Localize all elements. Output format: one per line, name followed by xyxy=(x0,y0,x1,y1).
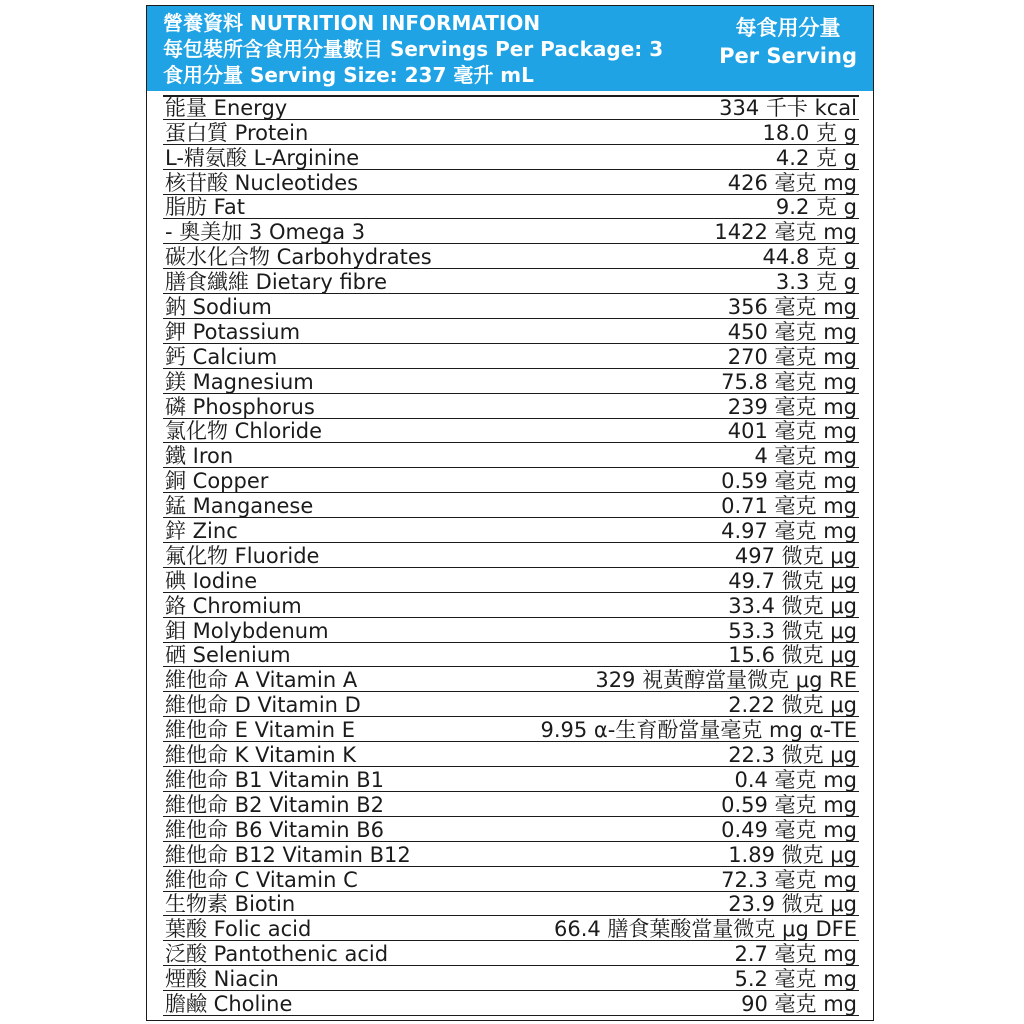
nutrient-value: 239 毫克 mg xyxy=(727,394,857,419)
nutrient-name: 脂肪 Fat xyxy=(165,195,245,220)
nutrient-value: 33.4 微克 μg xyxy=(728,593,857,618)
nutrient-value: 9.2 克 g xyxy=(775,195,857,220)
nutrient-name: 維他命 K Vitamin K xyxy=(165,743,357,768)
nutrient-value: 1422 毫克 mg xyxy=(714,220,857,245)
nutrient-name: 維他命 C Vitamin C xyxy=(165,867,358,892)
nutrient-name: 氯化物 Chloride xyxy=(165,419,323,444)
nutrient-value: 0.49 毫克 mg xyxy=(721,817,857,842)
nutrient-name: 碳水化合物 Carbohydrates xyxy=(165,245,432,270)
per-serving-en: Per Serving xyxy=(719,44,857,68)
nutrient-name: 銅 Copper xyxy=(165,469,269,494)
nutrient-name: 鈉 Sodium xyxy=(165,295,272,320)
nutrition-panel xyxy=(146,5,874,1021)
nutrient-name: 維他命 A Vitamin A xyxy=(165,668,358,693)
nutrient-name: 硒 Selenium xyxy=(165,643,291,668)
nutrient-value: 18.0 克 g xyxy=(762,120,857,145)
nutrient-name: 鋅 Zinc xyxy=(165,519,238,544)
nutrient-name: 泛酸 Pantothenic acid xyxy=(165,942,389,967)
nutrient-value: 4 毫克 mg xyxy=(754,444,857,469)
header-info xyxy=(163,10,663,88)
nutrient-name: 維他命 D Vitamin D xyxy=(165,693,361,718)
nutrient-value: 72.3 毫克 mg xyxy=(721,867,857,892)
nutrient-value: 4.2 克 g xyxy=(775,145,857,170)
nutrient-name: 維他命 B1 Vitamin B1 xyxy=(165,767,385,792)
nutrient-name: 核苷酸 Nucleotides xyxy=(165,170,359,195)
nutrient-name: 膳食纖維 Dietary fibre xyxy=(165,270,388,295)
nutrient-value: 53.3 微克 μg xyxy=(728,618,857,643)
nutrient-row xyxy=(163,991,859,1016)
nutrient-value: 0.59 毫克 mg xyxy=(721,792,857,817)
nutrient-name: L-精氨酸 L-Arginine xyxy=(165,145,360,170)
nutrient-name: 葉酸 Folic acid xyxy=(165,917,312,942)
nutrient-name: - 奧美加 3 Omega 3 xyxy=(165,220,366,245)
nutrient-table xyxy=(163,95,859,1016)
per-serving-zh: 每食用分量 xyxy=(735,16,841,40)
nutrient-name: 磷 Phosphorus xyxy=(165,394,315,419)
nutrient-value: 401 毫克 mg xyxy=(727,419,857,444)
nutrient-value: 334 千卡 kcal xyxy=(719,95,857,120)
serving-size: 食用分量 Serving Size: 237 毫升 mL xyxy=(163,63,534,87)
nutrient-value: 23.9 微克 μg xyxy=(728,892,857,917)
per-serving-heading xyxy=(719,14,857,70)
nutrient-value: 270 毫克 mg xyxy=(727,344,857,369)
nutrient-row xyxy=(163,170,859,195)
nutrient-value: 90 毫克 mg xyxy=(741,991,857,1016)
nutrient-value: 66.4 膳食葉酸當量微克 μg DFE xyxy=(554,917,857,942)
nutrient-name: 氟化物 Fluoride xyxy=(165,543,320,568)
nutrient-value: 1.89 微克 μg xyxy=(728,842,857,867)
nutrient-value: 450 毫克 mg xyxy=(727,319,857,344)
nutrient-value: 5.2 毫克 mg xyxy=(734,967,857,992)
nutrient-value: 329 視黃醇當量微克 μg RE xyxy=(595,668,857,693)
nutrient-value: 2.22 微克 μg xyxy=(728,693,857,718)
nutrient-name: 維他命 B12 Vitamin B12 xyxy=(165,842,411,867)
nutrient-value: 356 毫克 mg xyxy=(727,295,857,320)
nutrient-name: 碘 Iodine xyxy=(165,568,258,593)
header-title: 營養資料 NUTRITION INFORMATION xyxy=(163,11,541,35)
nutrient-value: 3.3 克 g xyxy=(775,270,857,295)
nutrient-value: 49.7 微克 μg xyxy=(728,568,857,593)
nutrient-value: 2.7 毫克 mg xyxy=(734,942,857,967)
nutrient-value: 0.4 毫克 mg xyxy=(734,767,857,792)
nutrient-value: 9.95 α-生育酚當量毫克 mg α-TE xyxy=(540,718,857,743)
nutrient-name: 能量 Energy xyxy=(165,95,288,120)
nutrient-value: 0.59 毫克 mg xyxy=(721,469,857,494)
nutrient-name: 煙酸 Niacin xyxy=(165,967,279,992)
nutrient-name: 蛋白質 Protein xyxy=(165,120,309,145)
nutrient-name: 鈣 Calcium xyxy=(165,344,278,369)
nutrient-name: 鉀 Potassium xyxy=(165,319,301,344)
nutrient-name: 鉬 Molybdenum xyxy=(165,618,329,643)
nutrient-value: 0.71 毫克 mg xyxy=(721,494,857,519)
nutrient-value: 426 毫克 mg xyxy=(727,170,857,195)
nutrient-name: 維他命 E Vitamin E xyxy=(165,718,356,743)
nutrient-value: 15.6 微克 μg xyxy=(728,643,857,668)
nutrient-name: 鎂 Magnesium xyxy=(165,369,314,394)
nutrient-value: 4.97 毫克 mg xyxy=(721,519,857,544)
nutrient-name: 鐵 Iron xyxy=(165,444,234,469)
nutrient-name: 膽鹼 Choline xyxy=(165,991,293,1016)
nutrient-name: 鉻 Chromium xyxy=(165,593,302,618)
nutrient-value: 75.8 毫克 mg xyxy=(721,369,857,394)
nutrient-value: 22.3 微克 μg xyxy=(728,743,857,768)
nutrient-value: 497 微克 μg xyxy=(734,543,857,568)
nutrient-name: 錳 Manganese xyxy=(165,494,314,519)
nutrient-name: 維他命 B6 Vitamin B6 xyxy=(165,817,385,842)
nutrient-name: 生物素 Biotin xyxy=(165,892,296,917)
servings-per-package: 每包裝所含食用分量數目 Servings Per Package: 3 xyxy=(163,37,664,61)
nutrient-value: 44.8 克 g xyxy=(762,245,857,270)
nutrient-name: 維他命 B2 Vitamin B2 xyxy=(165,792,385,817)
nutrition-header xyxy=(147,6,873,91)
